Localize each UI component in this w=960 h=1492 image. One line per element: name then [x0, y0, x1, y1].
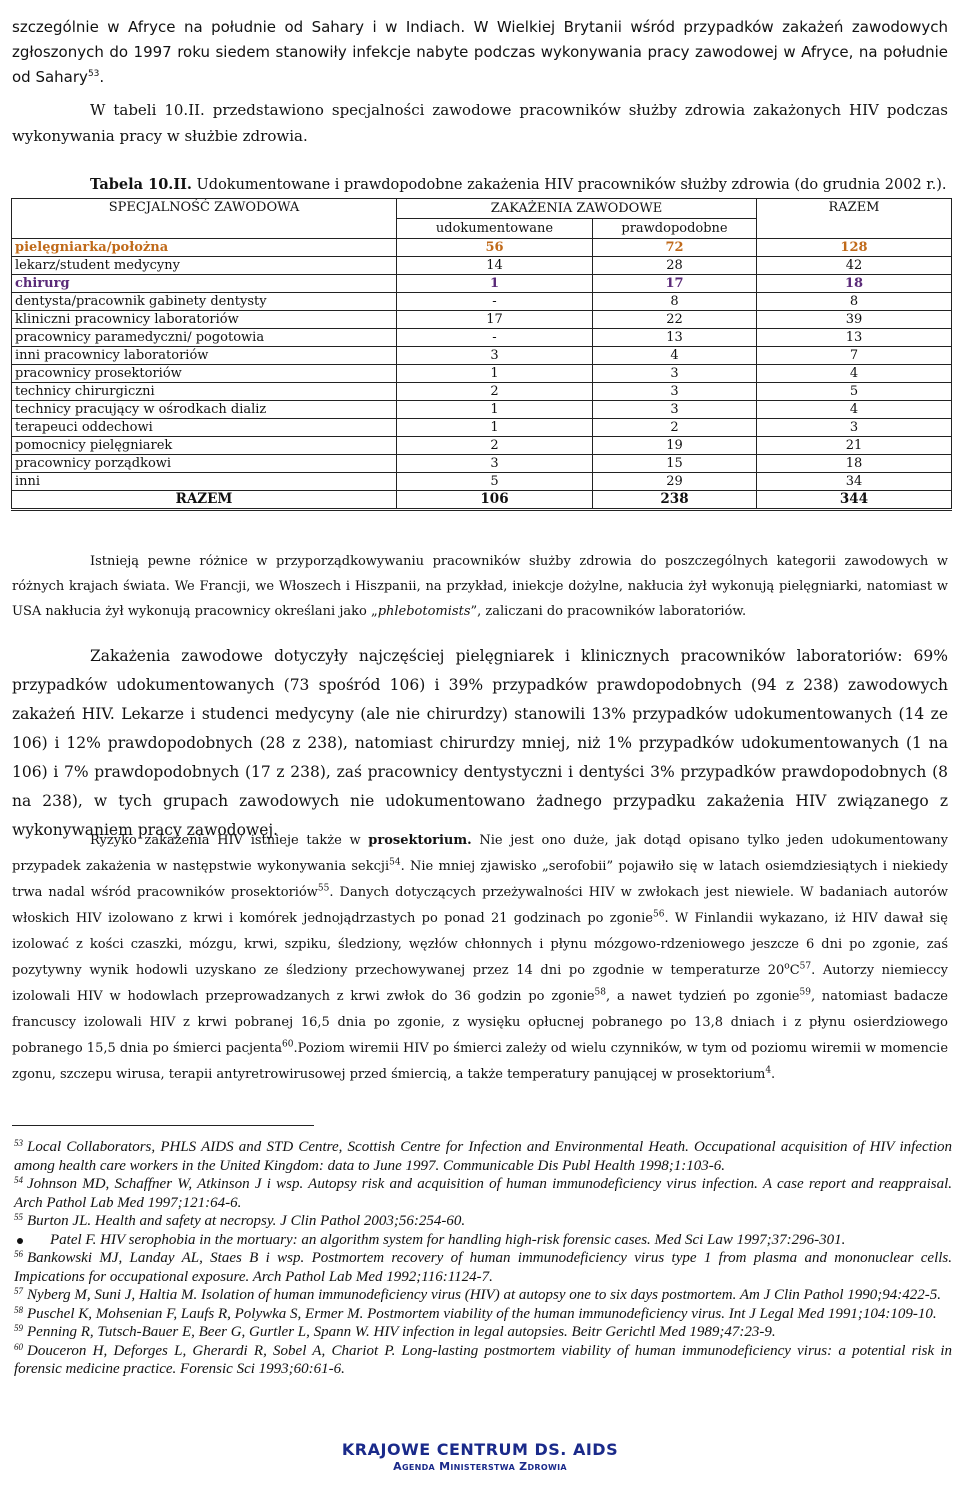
cell-documented: 5 [397, 473, 593, 491]
table-row [12, 257, 952, 275]
footnote [14, 1286, 952, 1305]
footnote-text: Johnson MD, Schaffner W, Atkinson J i wsp. Autopsy risk and acquisition of human immunodeficiency virus infection. A case report and reappraisal. Arch Pathol Lab Med 1997;121:64-6. [14, 1176, 952, 1211]
cell-probable: 3 [593, 365, 757, 383]
cell-probable: 4 [593, 347, 757, 365]
total-probable: 238 [593, 491, 757, 510]
footnote-ref-60: 60 [282, 1039, 294, 1050]
body-bold-term: prosektorium. [368, 833, 472, 848]
footnote [14, 1212, 952, 1231]
table-row [12, 275, 952, 293]
body-text: Nie jest ono duże, jak dotąd opisano tylko jeden udokumentowany przypadek zakażenia w następstwie wykonywania sekcji [12, 833, 948, 874]
total-all: 344 [757, 491, 952, 510]
header-infections: ZAKAŻENIA ZAWODOWE [397, 199, 757, 219]
cell-documented: 2 [397, 383, 593, 401]
cell-probable: 17 [593, 275, 757, 293]
cell-documented: 3 [397, 455, 593, 473]
cell-documented: 1 [397, 419, 593, 437]
footnote [14, 1231, 952, 1250]
hiv-infections-table [11, 198, 952, 511]
cell-probable: 29 [593, 473, 757, 491]
cell-total: 4 [757, 365, 952, 383]
body-text: . Autorzy niemieccy izolowali HIV w hodowlach przeprowadzanych z krwi zwłok do 36 godzin po zgonie [12, 963, 948, 1004]
footnote-text: Bankowski MJ, Landay AL, Staes B i wsp. Postmortem recovery of human immunodeficiency virus type 1 from plasma and mononuclear cells. Impications for occupational exposure. Arch Pathol Lab Med 1992;116:1124-7. [14, 1250, 952, 1285]
table-row [12, 239, 952, 257]
cell-probable: 3 [593, 383, 757, 401]
body-text: C [789, 963, 800, 978]
cell-specialty: pielęgniarka/położna [12, 239, 397, 257]
table-total-row [12, 491, 952, 510]
intro-paragraph [12, 15, 948, 90]
cell-documented: 17 [397, 311, 593, 329]
cell-probable: 22 [593, 311, 757, 329]
cell-documented: 1 [397, 365, 593, 383]
cell-specialty: terapeuci oddechowi [12, 419, 397, 437]
cell-total: 7 [757, 347, 952, 365]
table-body [12, 239, 952, 510]
cell-specialty: inni pracownicy laboratoriów [12, 347, 397, 365]
body-text: . W Finlandii wykazano, iż HIV dawał się izolować z kości czaszki, mózgu, krwi, szpiku, śledziony, węzłów chłonnych i płynu mózgowo-rdzeniowego jeszcze 6 dni po zgonie, zaś pozytywny wynik hodowli uzyskano ze śledziony przechowywanej przez 14 dni po zgodnie w temperaturze 20 [12, 911, 948, 978]
footer-subtitle: Agenda Ministerstwa Zdrowia [393, 1460, 567, 1473]
cell-total: 4 [757, 401, 952, 419]
footnote-ref-58: 58 [594, 987, 606, 998]
footnote-number: 59 [14, 1323, 23, 1333]
footnote-text: Douceron H, Deforges L, Gherardi R, Sobel A, Chariot P. Long-lasting postmortem viability of human immunodeficiency virus: a potential risk in forensic medicine practice. Forensic Sci 1993;60:61-6. [14, 1342, 952, 1377]
footnote-ref-55: 55 [317, 883, 330, 894]
cell-specialty: technicy chirurgiczni [12, 383, 397, 401]
table-row [12, 347, 952, 365]
intro-text: szczególnie w Afryce na południe od Sahary i w Indiach. W Wielkiej Brytanii wśród przypadków zakażeń zawodowych zgłoszonych do 1997 roku siedem stanowiły infekcje nabyte podczas wykonywania pracy zawodowej w Afryce, na południe od Sahary [12, 18, 948, 86]
cell-total: 39 [757, 311, 952, 329]
page-footer [0, 1440, 960, 1473]
cell-documented: 1 [397, 275, 593, 293]
differences-paragraph [12, 549, 948, 624]
table-row [12, 401, 952, 419]
body-text: Ryzyko zakażenia HIV istnieje także w [90, 833, 369, 848]
cell-specialty: dentysta/pracownik gabinety dentysty [12, 293, 397, 311]
table-intro-paragraph: W tabeli 10.II. przedstawiono specjalności zawodowe pracowników służby zdrowia zakażonych HIV podczas wykonywania pracy w służbie zdrowia. [12, 101, 948, 145]
cell-specialty: technicy pracujący w ośrodkach dializ [12, 401, 397, 419]
cell-specialty: chirurg [12, 275, 397, 293]
footnote-number: 54 [14, 1175, 23, 1185]
body-text: . Danych dotyczących przeżywalności HIV w zwłokach jest niewiele. W badaniach autorów włoskich HIV izolowano z krwi i komórek jednojądrzastych po ponad 21 godzinach po zgonie [12, 885, 949, 926]
footnote-number: 56 [14, 1249, 23, 1259]
body-text: . [771, 1067, 776, 1082]
table-row [12, 293, 952, 311]
main-paragraph: Zakażenia zawodowe dotyczyły najczęściej pielęgniarek i klinicznych pracowników laboratoriów: 69% przypadków udokumentowanych (73 spośród 106) i 39% przypadków prawdopodobnych (94 z 238) zawodowych zakażeń HIV. Lekarze i studenci medycyny (ale nie chirurdzy) stanowili 13% przypadków udokumentowanych (14 ze 106) i 12% prawdopodobnych (28 z 238), natomiast chirurdzy mniej, niż 1% przypadków udokumentowanych (1 na 106) i 7% prawdopodobnych (17 z 238), zaś pracownicy dentystyczni i dentyści 3% przypadków prawdopodobnych (8 na 238), w tych grupach zawodowych nie udokumentowano żadnego przypadku zakażenia HIV związanego z wykonywaniem pracy zawodowej. [12, 646, 948, 839]
footnote-ref-59: 59 [799, 987, 811, 998]
cell-documented: 56 [397, 239, 593, 257]
cell-documented: 14 [397, 257, 593, 275]
cell-specialty: lekarz/student medycyny [12, 257, 397, 275]
bullet-icon [17, 1238, 23, 1244]
cell-specialty: pracownicy paramedyczni/ pogotowia [12, 329, 397, 347]
header-probable: prawdopodobne [593, 219, 757, 239]
table-caption [90, 173, 948, 197]
footnote-ref-57: 57 [799, 961, 812, 972]
body-text: . Nie mniej zjawisko „serofobii” pojawiło się w latach osiemdziesiątych i niekiedy trwa nadal wśród pracowników prosektoriów [12, 859, 948, 900]
cell-specialty: pomocnicy pielęgniarek [12, 437, 397, 455]
footnote [14, 1249, 952, 1286]
intro-end: . [99, 68, 105, 86]
cell-documented: - [397, 293, 593, 311]
cell-documented: 1 [397, 401, 593, 419]
body-text: , natomiast badacze francuscy izolowali HIV z krwi pobranej 16,5 dnia po zgonie, z wysięku opłucnej pobranego po 13,8 dniach i z płynu osierdziowego pobranego 15,5 dnia po śmierci pacjenta [12, 989, 949, 1056]
cell-specialty: pracownicy prosektoriów [12, 365, 397, 383]
cell-specialty: inni [12, 473, 397, 491]
header-total: RAZEM [757, 199, 952, 239]
cell-total: 42 [757, 257, 952, 275]
cell-specialty: kliniczni pracownicy laboratoriów [12, 311, 397, 329]
footnote-text: Local Collaborators, PHLS AIDS and STD Centre, Scottish Centre for Infection and Environmental Heath. Occupational acquisition of HIV infection among health care workers in the United Kingdom: data to June 1997. Communicable Dis Publ Health 1998;1:103-6. [14, 1139, 952, 1174]
table-row [12, 365, 952, 383]
differences-text: Istnieją pewne różnice w przyporządkowywaniu pracowników służby zdrowia do poszczególnych kategorii zawodowych w różnych krajach świata. We Francji, we Włoszech i Hiszpanii, na przykład, iniekcje dożylne, nakłucia żył wykonują pielęgniarki, natomiast w USA nakłucia żył wykonują pracownicy określani jako „ [12, 554, 948, 619]
cell-probable: 2 [593, 419, 757, 437]
cell-total: 3 [757, 419, 952, 437]
footnote-ref-54: 54 [389, 857, 401, 868]
cell-specialty: pracownicy porządkowi [12, 455, 397, 473]
body-text: .Poziom wiremii HIV po śmierci zależy od wielu czynników, w tym od poziomu wiremii w momencie zgonu, szczepu wirusa, terapii antyretrowirusowej przed śmiercią, a także temperatury panującej w prosektorium [12, 1041, 949, 1082]
footnote-text: Penning R, Tutsch-Bauer E, Beer G, Gurtler L, Spann W. HIV infection in legal autopsies. Beitr Gerichtl Med 1989;47:23-9. [27, 1324, 776, 1340]
cell-documented: 2 [397, 437, 593, 455]
footnote-separator [12, 1125, 314, 1126]
total-label: RAZEM [12, 491, 397, 510]
table-row [12, 455, 952, 473]
cell-total: 8 [757, 293, 952, 311]
footnote-text: Puschel K, Mohsenian F, Laufs R, Polywka S, Ermer M. Postmortem viability of the human immunodeficiency virus. Int J Legal Med 1991;104:109-10. [27, 1305, 937, 1322]
footnote-number: 58 [14, 1304, 23, 1315]
footnote-text: Nyberg M, Suni J, Haltia M. Isolation of human immunodeficiency virus (HIV) at autopsy one to six days postmortem. Am J Clin Pathol 1990;94:422-5. [27, 1287, 942, 1303]
footnotes [14, 1138, 952, 1379]
degree-mark: o [784, 961, 790, 972]
footnote [14, 1138, 952, 1175]
cell-documented: 3 [397, 347, 593, 365]
footnote [14, 1175, 952, 1212]
cell-total: 128 [757, 239, 952, 257]
header-specialty: SPECJALNOŚĆ ZAWODOWA [12, 199, 397, 239]
footnote [14, 1323, 952, 1342]
footnote-number: 60 [14, 1341, 23, 1352]
cell-probable: 8 [593, 293, 757, 311]
table-row [12, 473, 952, 491]
differences-text-end: ”, zaliczani do pracowników laboratoriów. [470, 604, 747, 619]
footnote-ref-4: 4 [765, 1065, 772, 1076]
footnote [14, 1342, 952, 1379]
cell-probable: 3 [593, 401, 757, 419]
cell-total: 34 [757, 473, 952, 491]
autopsy-paragraph [12, 828, 948, 1088]
cell-documented: - [397, 329, 593, 347]
cell-total: 18 [757, 455, 952, 473]
footnote-ref-56: 56 [652, 909, 665, 920]
cell-total: 18 [757, 275, 952, 293]
cell-probable: 13 [593, 329, 757, 347]
footnote-number: 53 [14, 1138, 23, 1148]
table-row [12, 383, 952, 401]
cell-probable: 72 [593, 239, 757, 257]
differences-emphasis: phlebotomists [377, 604, 471, 619]
cell-total: 13 [757, 329, 952, 347]
footnote-text: Patel F. HIV serophobia in the mortuary: an algorithm system for handling high-risk forensic cases. Med Sci Law 1997;37:296-301. [50, 1231, 846, 1248]
table-row [12, 437, 952, 455]
cell-probable: 19 [593, 437, 757, 455]
footnote [14, 1305, 952, 1324]
footnote-number: 57 [14, 1286, 23, 1296]
table-row [12, 329, 952, 347]
cell-total: 21 [757, 437, 952, 455]
cell-total: 5 [757, 383, 952, 401]
table-row [12, 419, 952, 437]
caption-text: Udokumentowane i prawdopodobne zakażenia HIV pracowników służby zdrowia (do grudnia 2002 r.). [191, 176, 947, 193]
body-text: , a nawet tydzień po zgonie [606, 989, 800, 1004]
footnote-text: Burton JL. Health and safety at necropsy. J Clin Pathol 2003;56:254-60. [27, 1213, 466, 1229]
footnote-ref-53: 53 [87, 69, 100, 79]
total-documented: 106 [397, 491, 593, 510]
footer-organization: KRAJOWE CENTRUM DS. AIDS [341, 1440, 619, 1459]
cell-probable: 15 [593, 455, 757, 473]
header-documented: udokumentowane [397, 219, 593, 239]
caption-label: Tabela 10.II. [90, 175, 192, 193]
table-row [12, 311, 952, 329]
cell-probable: 28 [593, 257, 757, 275]
footnote-number: 55 [14, 1212, 23, 1222]
